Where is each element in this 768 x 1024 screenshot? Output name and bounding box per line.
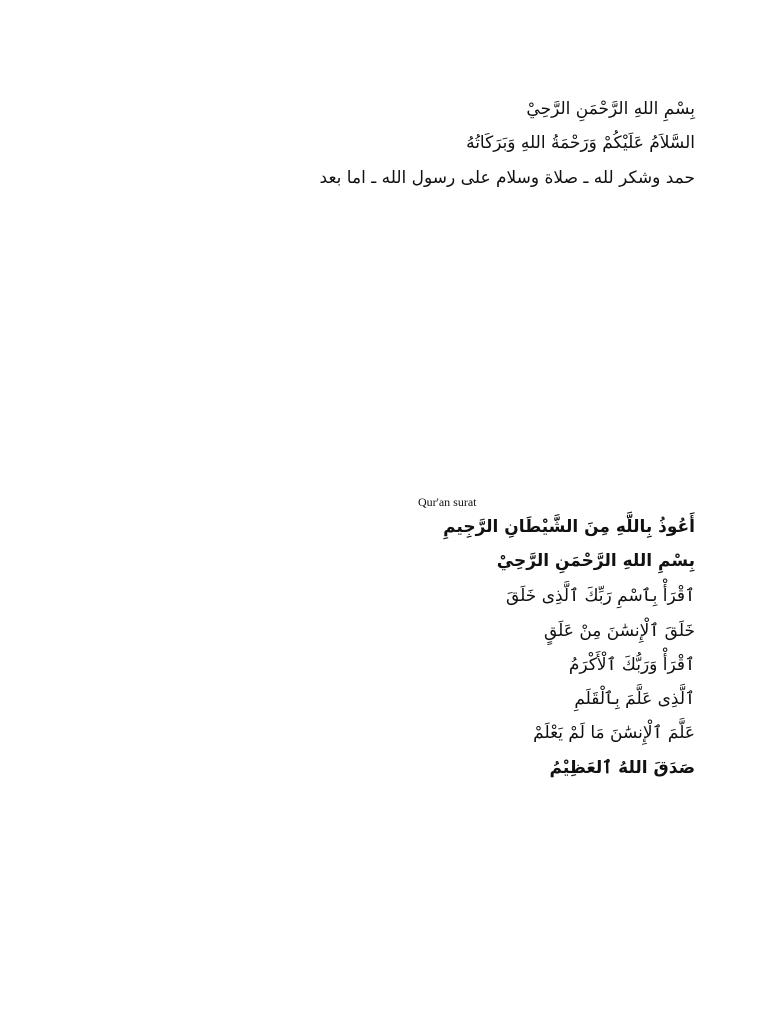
quran-caption: Qur'an surat: [418, 495, 477, 509]
quran-line-verse-2: خَلَقَ ٱلْإِنسَٰنَ مِنْ عَلَقٍ: [543, 621, 695, 641]
quran-line-verse-3: ٱقْرَأْ وَرَبُّكَ ٱلْأَكْرَمُ: [568, 655, 695, 675]
quran-line-taawwudh: أَعُوذُ بِاللَّهِ مِنَ الشَّيْطَانِ الرَّجِيمِ: [443, 517, 695, 537]
quran-line-basmala: بِسْمِ اللهِ الرَّحْمَنِ الرَّحِيْ: [496, 551, 695, 571]
quran-line-closing: صَدَقَ اللهُ ٱلعَظِيْمُ: [549, 758, 695, 778]
basmala-heading: بِسْمِ اللهِ الرَّحْمَنِ الرَّحِيْ: [526, 99, 695, 119]
opening-line: حمد وشكر لله ـ صلاة وسلام على رسول الله ـ اما بعد: [319, 168, 695, 188]
quran-line-verse-1: ٱقْرَأْ بِٱسْمِ رَبِّكَ ٱلَّذِى خَلَقَ: [505, 586, 695, 606]
quran-line-verse-5: عَلَّمَ ٱلْإِنسَٰنَ مَا لَمْ يَعْلَمْ: [533, 723, 695, 743]
greeting-line: السَّلاَمُ عَلَيْكُمْ وَرَحْمَةُ اللهِ وَبَرَكَاتُهُ: [466, 133, 695, 153]
quran-line-verse-4: ٱلَّذِى عَلَّمَ بِٱلْقَلَمِ: [574, 689, 695, 709]
